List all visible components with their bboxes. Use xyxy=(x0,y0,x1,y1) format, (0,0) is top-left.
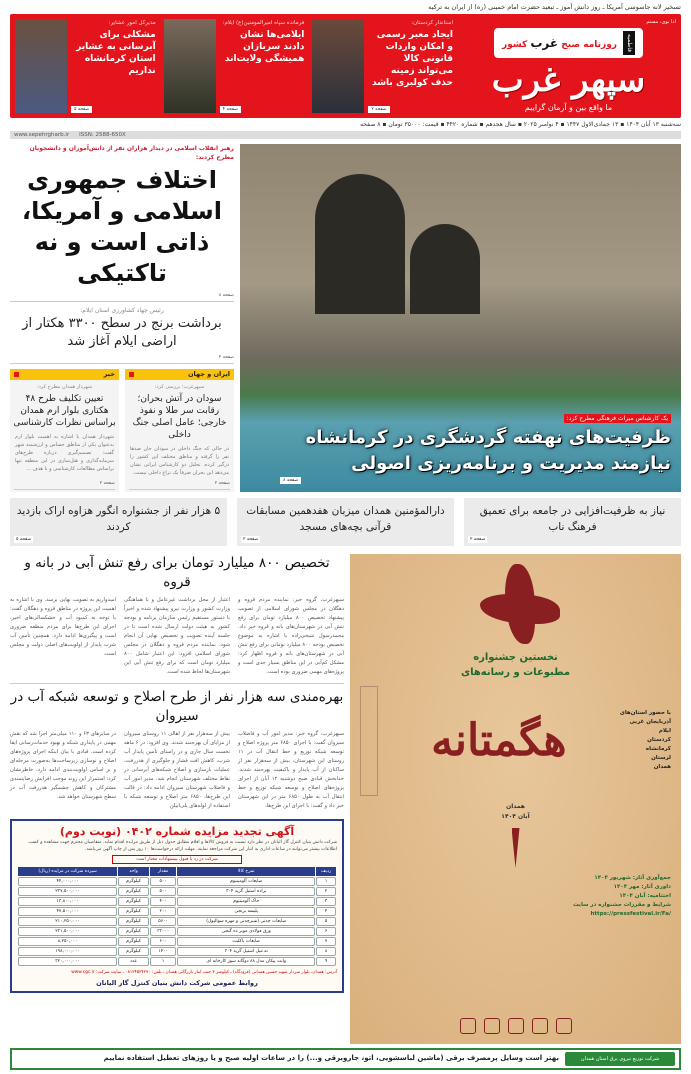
table-cell: ۴۷,۵۰۰,۰۰۰ xyxy=(18,907,117,916)
table-cell: کیلوگرم xyxy=(118,877,149,886)
logo-wordmark: سپهر غرب xyxy=(491,59,646,100)
teasers xyxy=(10,498,681,546)
story-photo xyxy=(312,19,364,113)
table-header: سپرده شرکت در مزایده (ریال) xyxy=(18,867,117,876)
table-cell: ۵۶۰۰ xyxy=(150,917,176,926)
section-box[interactable]: ایران و جهان سپهرغرب؛ بررسی کرد: سودان در آتش بحران؛ رقابت سر طلا و نفوذ خارجی؛ عامل اصلی جنگ داخلی در حالی که جنگ داخلی در سودان جان صدها نفر را گرفته و مناطق مختلف این کشور را درگیر کرده، تحلیل دو کارشناس ایرانی نشان می‌دهد این بحران صرفاً یک نزاع داخلی نیست. صفحه ۲ xyxy=(125,369,234,492)
table-cell: ۵۰۰ xyxy=(150,887,176,896)
table-cell: ۳ xyxy=(316,897,336,906)
table-cell: ضایعات باکلیت xyxy=(177,937,315,946)
banner-story[interactable]: استاندار کردستان: ایجاد معبر رسمی و امکان واردات قانونی کالا می‌تواند زمینه حذف کولبری باشد صفحه ۲ xyxy=(312,19,453,113)
table-row xyxy=(18,957,336,966)
table-cell: ۵ xyxy=(316,917,336,926)
calligraphy-word: هگمتانه xyxy=(431,714,567,766)
table-cell: کیلوگرم xyxy=(118,917,149,926)
masthead-banner xyxy=(10,14,681,118)
table-cell: ۲۳۱,۵۰۰,۰۰۰ xyxy=(18,927,117,936)
teaser[interactable]: ۵ هزار نفر از جشنواره انگور هزاوه اراک بازدید کردند صفحه ۵ xyxy=(10,498,227,546)
lead-kicker: رهبر انقلاب اسلامی در دیدار هزاران نفر از دانش‌آموزان و دانشجویان مطرح کردند: xyxy=(29,144,234,161)
teaser[interactable]: نیاز به ظرفیت‌افزایی در جامعه برای تعمیق فرهنگ ناب صفحه ۲ xyxy=(464,498,681,546)
emblem-icon xyxy=(556,1018,572,1034)
teaser[interactable]: دارالمؤمنین همدان میزبان هفدهمین مسابقات قرآنی بچه‌های مسجد صفحه ۲ xyxy=(237,498,454,546)
table-cell: ۱ xyxy=(150,957,176,966)
table-cell: ۲۱۰,۲۵۰,۰۰۰ xyxy=(18,917,117,926)
table-cell: ۴ xyxy=(316,907,336,916)
table-row xyxy=(18,937,336,946)
table-cell: کیلوگرم xyxy=(118,897,149,906)
article-sirvan: بهره‌مندی سه هزار نفر از طرح اصلاح و توسعه شبکه آب در سیروان سپهرغرب، گروه خبر: مدیر امور آب و فاضلاب سیروان گفت: با اجرای ۶۸۵۰ متر پروژه اصلاح و توسعه شبکه توزیع و خط انتقال آب در ۱۱ روستای این شهرستان، بیش از سه‌هزار نفر از ساکنان از آب پایدار و باکیفیت بهره‌مند شدند. خدابخش قبادی صبح دوشنبه ۱۲ آبان از اجرای پروژه‌های اصلاح و توسعه شبکه توزیع و خط انتقال آب به طول ۶۸۵۰ متر در این شهرستان خبر داد و گفت: با اجرای این طرح‌ها، بیش از سه‌هزار نفر از اهالی ۱۱ روستای سیروان از مزایای آن بهره‌مند شدند. وی افزود: در ۶ ماهه نخست سال جاری و در راستای تأمین پایدار آب شرب، کاهش افت فشار و جلوگیری از هدررفت، عملیات بازسازی و اصلاح شبکه‌های آبرسانی در نقاط مختلف شهرستان انجام شد. مدیر امور آب و فاضلاب شهرستان سیروان ادامه داد: در قالب این طرح‌ها، ۶۸۵۰ متر اصلاح و توسعه شبکه با استفاده از لوله‌های پلی‌اتیلن در سایزهای ۶۳ و ۱۱۰ میلی‌متر اجرا شد که نقش مهمی در پایداری شبکه و بهبود خدمات‌رسانی ایفا کرده است. قبادی با بیان اینکه اجرای پروژه‌های اصلاح و نوسازی زیرساخت‌ها به‌صورت مرحله‌ای و بر اساس اولویت‌بندی ادامه دارد، خاطرنشان کرد: استمرار این روند موجب افزایش رضایتمندی مشترکان و کاهش چشمگیر هدررفت آب در سطح شهرستان خواهد شد. xyxy=(10,683,344,811)
table-cell: ۵۰۰ xyxy=(150,877,176,886)
page-ref: صفحه ۸ xyxy=(10,291,234,302)
table-cell: ۹ xyxy=(316,957,336,966)
table-header: واحد xyxy=(118,867,149,876)
banner-story[interactable]: مدیرکل امور عشایر: مشکلی برای آبرسانی به عشایر استان کرمانشاه نداریم صفحه ۵ xyxy=(15,19,156,113)
table-row xyxy=(18,917,336,926)
photo-kicker: یک کارشناس میراث فرهنگی مطرح کرد: xyxy=(564,414,671,423)
article-headline[interactable]: بهره‌مندی سه هزار نفر از طرح اصلاح و توسعه شبکه آب در سیروان xyxy=(10,688,344,724)
sponsor-logos xyxy=(360,1018,671,1034)
square-icon xyxy=(129,372,134,377)
table-row xyxy=(18,877,336,886)
sponsor-logo: شرکت توزیع نیروی برق استان همدان xyxy=(565,1052,675,1066)
section-label: خبر xyxy=(10,369,119,380)
table-row xyxy=(18,947,336,956)
table-cell: ۱۹۸,۰۰۰,۰۰۰ xyxy=(18,947,117,956)
table-header: شرح کالا xyxy=(177,867,315,876)
table-cell: ۸ xyxy=(316,947,336,956)
page-ref: صفحه ۴ xyxy=(10,353,234,364)
table-cell: عدد xyxy=(118,957,149,966)
section-box[interactable]: خبر شهردار همدان مطرح کرد: تعیین تکلیف طرح ۴۸ هکتاری بلوار ارم همدان براساس نظرات کارشناسی شهردار همدان با اشاره به اهمیت بلوار ارم به‌عنوان یکی از مناطق حساس و ارزشمند شهر گفت: تصمیم‌گیری درباره طرح‌های سرمایه‌گذاری و هتل‌سازی در این منطقه تنها براساس مطالعات کارشناسی و با هدف ... صفحه ۲ xyxy=(10,369,119,492)
footer-ad: شرکت توزیع نیروی برق استان همدان بهتر است وسایل پرمصرف برقی (ماشین لباسشویی، اتو، جاروبرقی و...) را در ساعات اولیه صبح و یا روزهای تعطیل استفاده نماییم xyxy=(10,1048,681,1070)
table-header: مقدار xyxy=(150,867,176,876)
article-headline[interactable]: تخصیص ۸۰۰ میلیارد تومان برای رفع تنش آبی در بانه و قروه xyxy=(24,554,330,590)
table-cell: ۸,۲۵۰,۰۰۰ xyxy=(18,937,117,946)
pen-nib-icon xyxy=(512,828,520,868)
table-header: ردیف xyxy=(316,867,336,876)
ticker: تسخیر لانه جاسوسی آمریکا ـ روز دانش آموز ـ تبعید حضرت امام خمینی (ره) از ایران به ترکیه xyxy=(428,3,681,11)
province-list: با حضور استان‌های آذربایجان غربی ایلام کردستان کرمانشاه لرستان همدان xyxy=(619,710,671,771)
story-photo xyxy=(15,19,67,113)
article-water-baneh: تخصیص ۸۰۰ میلیارد تومان برای رفع تنش آبی در بانه و قروه سپهرغرب، گروه خبر: نماینده مردم قروه و دهگلان در مجلس شورای اسلامی از تصویب پیشنهاد تخصیص ۸۰۰ میلیارد تومان برای رفع تنش آبی در شهرستان‌های بانه و قروه خبر داد. محمدرسول شیخی‌زاده با اشاره به موضوع تخصیص بودجه ۸۰۰ میلیارد تومانی برای رفع تنش آبی در شهرستان‌های بانه و قروه اظهار کرد: مشکل کم‌آبی در این مناطق بسیار جدی است و پروژه‌های مهمی ضروری بوده است. اعتبار از محل برداشت غیرعامل و با هماهنگی وزارت کشور و وزارت نیرو پیشنهاد شده و اخیراً با دستور مستقیم رئیس سازمان برنامه و بودجه کشور به هیئت دولت ارسال شده است تا در جلسه آینده تصویب و تخصیص نهایی آن انجام شود. نماینده مردم قروه و دهگلان در مجلس شورای اسلامی افزود: این اعتبار شامل ۸۰۰ میلیارد تومان است که برای رفع تنش آبی این شهرستان‌ها لحاظ شده است. امیدواریم به تصویب نهایی برسد. وی با اشاره به اهمیت این پروژه در مناطق قروه و دهگلان گفت: با توجه به کمبود آب و خشکسالی‌های اخیر، اجرای این طرح‌ها برای مردم منطقه ضروری است و پیگیری‌ها ادامه دارد. همچنین تأمین آب شرب پایدار از اولویت‌های اصلی دولت و مجلس است. xyxy=(10,554,344,675)
table-cell: ۳۲۰,۰۰۰,۰۰۰ xyxy=(18,957,117,966)
table-cell: ضایعات چدنی (شیرچدنی و مهره سوالپول) xyxy=(177,917,315,926)
photo-headline: ظرفیت‌های نهفته گردشگری در کرمانشاه نیازمند مدیریت و برنامه‌ریزی اصولی xyxy=(305,426,671,474)
calligraphy-ornament xyxy=(360,564,671,644)
tower-drawing xyxy=(360,686,378,796)
table-cell: وانت پیکان مدل ۸۸ دوگانه سوز کارخانه ای xyxy=(177,957,315,966)
photo-story[interactable]: یک کارشناس میراث فرهنگی مطرح کرد: ظرفیت‌های نهفته گردشگری در کرمانشاه نیازمند مدیریت و برنامه‌ریزی اصولی صفحه ۸ xyxy=(240,144,681,492)
table-cell: ۶۰۰ xyxy=(150,937,176,946)
table-cell: ۲۳۷,۵۰۰,۰۰۰ xyxy=(18,887,117,896)
dateline: سه‌شنبه ۱۳ آبان ۱۴۰۴ ▪ ۱۳ جمادی‌الاول ۱۴۴۷ ▪ ۴ نوامبر ۲۰۲۵ ▪ سال هجدهم ▪ شماره ۴۴۲۰ ▪ قیمت: ۳۵۰۰۰ تومان ▪ ۸ صفحه xyxy=(360,120,681,128)
table-cell: ضایعات آلومینیوم xyxy=(177,877,315,886)
table-cell: کیلوگرم xyxy=(118,947,149,956)
mourning-ribbon: فاطمیه xyxy=(623,31,635,55)
table-cell: ۱۳,۸۰۰,۰۰۰ xyxy=(18,897,117,906)
masthead-logo[interactable] xyxy=(461,19,676,113)
table-cell: ۱ xyxy=(316,877,336,886)
poster-city-date: همدان آبان ۱۴۰۴ xyxy=(501,802,530,820)
table-cell: ۷ xyxy=(316,937,336,946)
table-cell: کیلوگرم xyxy=(118,887,149,896)
table-cell: براده استیل گرید ۳۰۴ xyxy=(177,887,315,896)
table-cell: ۴۴,۰۰۰,۰۰۰ xyxy=(18,877,117,886)
second-headline[interactable]: برداشت برنج در سطح ۳۳۰۰ هکتار از اراضی ایلام آغاز شد xyxy=(22,315,222,349)
festival-url[interactable]: https://pressfestival.ir/Fa/ xyxy=(590,910,671,917)
emblem-icon xyxy=(508,1018,524,1034)
table-row xyxy=(18,927,336,936)
table-cell: ۲۰۰ xyxy=(150,907,176,916)
table-cell: ته میل استیل گرید ۳۰۴ xyxy=(177,947,315,956)
table-cell: کیلوگرم xyxy=(118,927,149,936)
website-bar xyxy=(10,131,681,139)
poster-title: نخستین جشنواره مطبوعات و رسانه‌های xyxy=(460,651,571,678)
table-cell: خاک آلومینیوم xyxy=(177,897,315,906)
table-cell: ورق فولادی موبر ده گیجی xyxy=(177,927,315,936)
ad-title: آگهی تجدید مزایده شماره ۰۴۰۲ (نوبت دوم) xyxy=(59,824,295,838)
festival-poster[interactable] xyxy=(350,554,681,1044)
table-cell: کیلوگرم xyxy=(118,907,149,916)
table-cell: ۳۳۰۰۰ xyxy=(150,927,176,936)
table-cell: ۶ xyxy=(316,927,336,936)
lead-headline[interactable]: اختلاف جمهوری اسلامی و آمریکا، ذاتی است و نه تاکتیکی xyxy=(22,165,222,287)
website-link[interactable]: www.sepehrgharb.ir xyxy=(14,131,70,138)
emblem-icon xyxy=(460,1018,476,1034)
table-row xyxy=(18,907,336,916)
auction-table xyxy=(17,866,337,967)
rock-arch xyxy=(410,224,480,314)
story-photo xyxy=(164,19,216,113)
emblem-icon xyxy=(484,1018,500,1034)
table-cell: کیلوگرم xyxy=(118,937,149,946)
issn: ISSN: 2588-650X xyxy=(79,131,126,138)
table-cell: ۱۴۰۰ xyxy=(150,947,176,956)
square-icon xyxy=(14,372,19,377)
tagline: روزنامه صبح غرب کشور xyxy=(502,35,617,50)
second-kicker: رئیس جهاد کشاورزی استان ایلام: xyxy=(80,306,164,314)
section-label: ایران و جهان xyxy=(125,369,234,380)
left-column xyxy=(10,144,234,492)
rock-arch xyxy=(315,174,405,314)
table-row xyxy=(18,887,336,896)
emblem-icon xyxy=(532,1018,548,1034)
table-cell: پلیسه برنجی xyxy=(177,907,315,916)
auction-ad: آگهی تجدید مزایده شماره ۰۴۰۲ (نوبت دوم) شرکت دانش بنیان کنترل گاز الیانان در نظر دارد نسبت به فروش کالاها و اقلام مطابق جدول ذیل از طریق مزایده اقدام نماید. متقاضیان محترم جهت مشاهده و کسب اطلاعات بیشتر می‌توانند در ساعات اداری به انبار این شرکت مراجعه نمایند. مهلت ارائه درخواست‌ها ۱۰ روز پس از چاپ آگهی می‌باشد. شرکت در رد یا قبول پیشنهادات مختار است ردیف شرح کالا مقدار واحد سپرده شرکت در مزایده (ریال) ۱ ضایعات آلومینیوم ۵۰۰ کیلوگرم ۴۴,۰۰۰,۰۰۰ ۲ براده استیل گرید ۳۰۴ ۵۰۰ کیلوگرم ۲۳۷,۵۰۰,۰۰۰ ۳ خاک آلومینیوم ۴۰۰ کیلوگرم ۱۳,۸۰۰,۰۰۰ ۴ پلیسه برنجی ۲۰۰ کیلوگرم ۴۷,۵۰۰,۰۰۰ ۵ ضایعات چدنی (شیرچدنی و مهره سوالپول) ۵۶۰۰ کیلوگرم ۲۱۰,۲۵۰,۰۰۰ ۶ ورق فولادی موبر ده گیجی ۳۳۰۰۰ کیلوگرم ۲۳۱,۵۰۰,۰۰۰ ۷ ضایعات باکلیت ۶۰۰ کیلوگرم ۸,۲۵۰,۰۰۰ ۸ ته میل استیل گرید ۳۰۴ ۱۴۰۰ کیلوگرم ۱۹۸,۰۰۰,۰۰۰ ۹ وانت پیکان مدل ۸۸ دوگانه سوز کارخانه ای ۱ عدد ۳۲۰,۰۰۰,۰۰۰ آدرس: همدان، بلوار سردار شهید حسین همدانی (فرودگاه) ـ کیلومتر ۳ جنب انبار بازرگانی همدان ـ تلفن: ۰۸۱۳۴۵۲۴۲۷۰ ـ سایت شرکت: www.cgc.ir روابط عمومی شرکت دانش بنیان کنترل گاز الیانان xyxy=(10,819,344,993)
table-cell: ۴۰۰ xyxy=(150,897,176,906)
slogan: ما واقع بین و آرمان گراییم xyxy=(524,102,613,112)
table-cell: ۲ xyxy=(316,887,336,896)
poster-schedule: جمع‌آوری آثار: شهریور ۱۴۰۴ داوری آثار: مهر ۱۴۰۴ اختتامیه: آبان ۱۴۰۴ شرایط و مقررات جشنواره در سایت https://pressfestival.ir/Fa/ xyxy=(360,874,671,919)
banner-note: ادا بوی، مستم xyxy=(646,19,676,25)
table-row xyxy=(18,897,336,906)
banner-story[interactable]: فرمانده سپاه امیرالمومنین(ع) ایلام: ایلامی‌ها نشان دادند سربازان همیشگی ولایت‌اند صفحه ۴ xyxy=(164,19,305,113)
